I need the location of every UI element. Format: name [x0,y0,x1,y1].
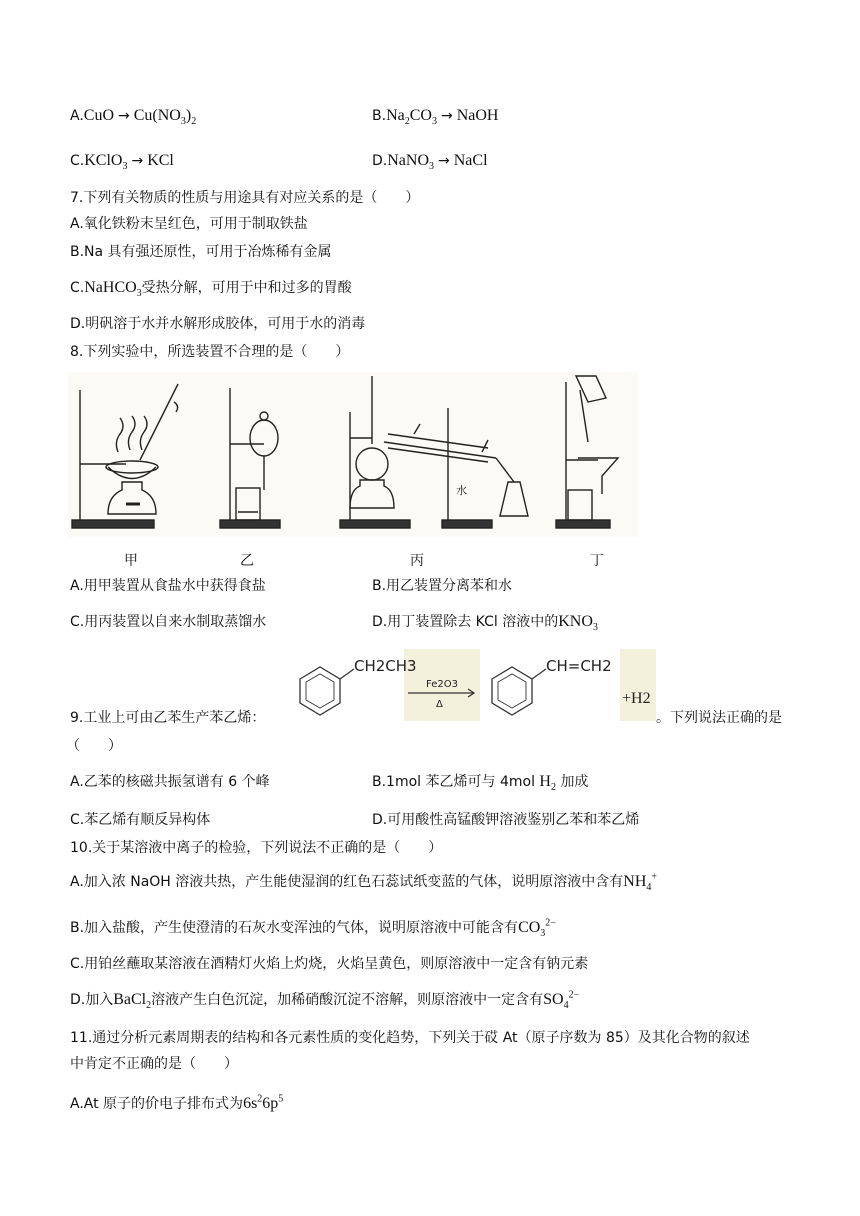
q8-option-b: B.用乙装置分离苯和水 [372,578,513,594]
product-group: CH=CH2 [546,657,612,675]
q8-option-a: A.用甲装置从食盐水中获得食盐 [70,578,266,594]
q7-stem: 7.下列有关物质的性质与用途具有对应关系的是（ ） [70,190,420,206]
q10-option-c: C.用铂丝蘸取某溶液在酒精灯火焰上灼烧，火焰呈黄色，则原溶液中一定含有钠元素 [70,956,589,972]
byproduct-label: +H2 [622,690,651,707]
apparatus-drawing [68,372,638,537]
q6-option-d: D.NaNO$_3$ → NaCl [372,152,488,173]
q7-option-b: B.Na 具有强还原性，可用于冶炼稀有金属 [70,244,332,260]
q6-option-b: $B.Na_2CO_3$ → NaOH [372,107,499,128]
q6-option-a: $A.CuO \to Cu(NO_3)_2$ [70,107,197,128]
q8-option-d: D.用丁装置除去 KCl 溶液中的$KNO_3$ [372,613,598,634]
q10-option-a: A.加入浓 NaOH 溶液共热，产生能使湿润的红色石蕊试纸变蓝的气体，说明原溶液中含有$NH_4^+$ [70,871,658,894]
q7-option-d: D.明矾溶于水并水解形成胶体，可用于水的消毒 [70,316,366,332]
caption-yi: 乙 [240,553,254,569]
lab-apparatus-figure [68,372,638,537]
q10-option-d: D.加入BaCl$_2$溶液产生白色沉淀，加稀硝酸沉淀不溶解，则原溶液中一定含有$SO_4^{2-}$ [70,989,580,1012]
q9-stem-end: 。下列说法正确的是 [656,710,782,726]
heat-label: Δ [436,699,443,710]
q7-option-a: A.氧化铁粉末呈红色，可用于制取铁盐 [70,216,308,232]
q9-option-d: D.可用酸性高锰酸钾溶液鉴别乙苯和苯乙烯 [372,812,640,828]
q11-stem-line2: 中肯定不正确的是（ ） [70,1056,238,1072]
q9-stem-start: 9.工业上可由乙苯生产苯乙烯： [70,710,266,726]
caption-bing: 丙 [410,553,424,569]
q11-option-a: A.At 原子的价电子排布式为$6s^26p^5$ [70,1093,284,1112]
q11-stem-line1: 11.通过分析元素周期表的结构和各元素性质的变化趋势，下列关于砹 At（原子序数为 85）及其化合物的叙述 [70,1030,750,1046]
caption-ding: 丁 [590,553,604,569]
q7-option-c: C.NaHCO$_3$受热分解，可用于中和过多的胃酸 [70,279,352,300]
q8-stem: 8.下列实验中，所选装置不合理的是（ ） [70,344,350,360]
q9-option-b: B.1mol 苯乙烯可与 4mol $H_2$ 加成 [372,773,589,794]
q10-stem: 10.关于某溶液中离子的检验，下列说法不正确的是（ ） [70,840,443,856]
catalyst-label: Fe2O3 [426,679,458,690]
water-label: 水 [456,484,467,497]
q6-option-c: C.KClO$_3$ → KCl [70,152,174,173]
q10-option-b: B.加入盐酸，产生使澄清的石灰水变浑浊的气体，说明原溶液中可能含有$CO_3^{2-}$ [70,917,556,940]
q9-paren: （ ） [66,738,122,754]
caption-jia: 甲 [124,553,138,569]
q8-option-c: C.用丙装置以自来水制取蒸馏水 [70,614,267,630]
reaction-drawing [272,647,656,723]
reactant-group: CH2CH3 [354,657,417,675]
q9-option-c: C.苯乙烯有顺反异构体 [70,812,211,828]
q9-option-a: A.乙苯的核磁共振氢谱有 6 个峰 [70,774,270,790]
reaction-scheme [272,647,656,723]
